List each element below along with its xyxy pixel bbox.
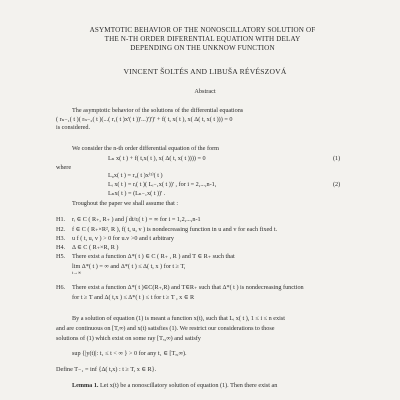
paper-title bbox=[40, 26, 365, 53]
title-line: DEPENDING ON THE UNKNOW FUNCTION bbox=[130, 43, 275, 52]
equation-number: (2) bbox=[333, 181, 341, 188]
hypothesis-h2 bbox=[56, 226, 277, 233]
hypothesis-text: Δ ∈ C ( R₊×R, R ) bbox=[72, 244, 119, 251]
hypothesis-label: H1. bbox=[56, 216, 66, 223]
hypothesis-h5 bbox=[56, 253, 235, 260]
authors: VINCENT ŠOLTÉS AND LIBUŠA RÉVÉSZOVÁ bbox=[123, 67, 287, 76]
lemma-label: Lemma 1. bbox=[72, 382, 99, 389]
limit-subscript: t→∞ bbox=[72, 270, 82, 275]
hypothesis-h4 bbox=[56, 244, 118, 251]
hypothesis-h6 bbox=[56, 284, 304, 291]
paragraph-line: and are continuous on [T,∞) and x(t) satisfies (1). We restrict our considerations to those bbox=[56, 325, 275, 332]
title-line: ASYMTOTIC BEHAVIOR OF THE NONOSCILLATORY SOLUTION OF bbox=[89, 26, 316, 34]
assumption-intro: Troughout the paper we shall assume that : bbox=[72, 200, 179, 207]
lemma-text: Let x(t) be a nonoscillatory solution of equation (1). Then there exist an bbox=[98, 382, 278, 389]
abstract-line: The asymptotic behavior of the solutions of the differential equations bbox=[72, 107, 244, 114]
hypothesis-h3 bbox=[56, 235, 174, 242]
hypothesis-text: There exist a function Δ*( t )∈C(R₊,R) and T∈R₊ such that Δ*( t ) is nondecreasing function bbox=[72, 284, 304, 291]
define-line: Define T₋₁ = inf {Δ( t,x) : t ≥ T, x ∈ R}. bbox=[56, 366, 157, 373]
equation-number: (1) bbox=[333, 155, 341, 162]
hypothesis-text: lim Δ*( t ) = ∞ and Δ*( t ) ≤ Δ( t, x ) for t ≥ T, bbox=[72, 263, 186, 270]
hypothesis-label: H2. bbox=[56, 226, 66, 233]
paragraph-line: solutions of (1) which exist on some ray [Tₓ,∞) and satisfy bbox=[56, 335, 201, 342]
main-equation: Lₙ x( t ) + f( t,x( t ), x( Δ( t, x( t )))) = 0 bbox=[108, 155, 206, 162]
hypothesis-label: H5. bbox=[56, 253, 66, 260]
hypothesis-h1 bbox=[56, 216, 201, 223]
sup-formula: sup {|y(t)|: t₁ ≤ t < ∞ } > 0 for any t₁ ∈ [Tₓ,∞). bbox=[72, 350, 187, 357]
definition-line: L₀x( t ) = r₀( t )x⁽¹⁾( t ) bbox=[108, 172, 163, 179]
title-line: THE N-TH ORDER DIFERENTIAL EQUATION WITH DELAY bbox=[104, 34, 301, 43]
lemma-line bbox=[72, 382, 277, 389]
where-label: where bbox=[56, 164, 72, 171]
definition-line: Lᵢ x( t ) = rᵢ( t )( Lᵢ₋₁x( t ))' , for i = 2,...,n-1, bbox=[108, 181, 217, 188]
hypothesis-label: H4. bbox=[56, 244, 66, 251]
intro-line: We consider the n-th order differential equation of the form bbox=[72, 145, 219, 152]
hypothesis-text: rᵢ ∈ C ( R₊, R₊ ) and ∫ dt/rᵢ( t ) = ∞ for i = 1,2,...,n-1 bbox=[72, 216, 201, 223]
abstract-line: is considered. bbox=[56, 124, 91, 131]
abstract-heading: Abstract bbox=[194, 88, 216, 95]
hypothesis-text: There exist a function Δ*( t ) ∈ C ( R₊ , R ) and T ∈ R₊ such that bbox=[72, 253, 235, 260]
hypothesis-text: f ∈ C ( R₊×R², R ), f( t, u, v ) is nondecreasing function in u and v for each fixed t. bbox=[72, 226, 278, 233]
paragraph-line: By a solution of equation (1) is meant a function x(t), such that Lᵢ x( t ), 1 ≤ i ≤ n exist bbox=[72, 315, 285, 322]
hypothesis-h6-cont bbox=[56, 294, 194, 301]
hypothesis-text: for t ≥ T and Δ( t,x ) ≤ Δ*( t ) ≤ t for t ≥ T , x ∈ R bbox=[72, 294, 195, 301]
abstract-formula: ( rₙ₋₁( t )( rₙ₋₂( t )(...( r₁( t )x'( t ))'...)')')' + f( t, x( t ), x( Δ( t, x( t ))) = 0 bbox=[56, 116, 233, 123]
definition-line: Lₙx( t ) = (Lₙ₋₁x( t ))' . bbox=[108, 190, 166, 197]
hypothesis-label: H6. bbox=[56, 284, 66, 291]
hypothesis-text: u f ( t, u, v ) > 0 for u.v >0 and t arbitrary bbox=[72, 235, 175, 242]
hypothesis-label: H3. bbox=[56, 235, 66, 242]
